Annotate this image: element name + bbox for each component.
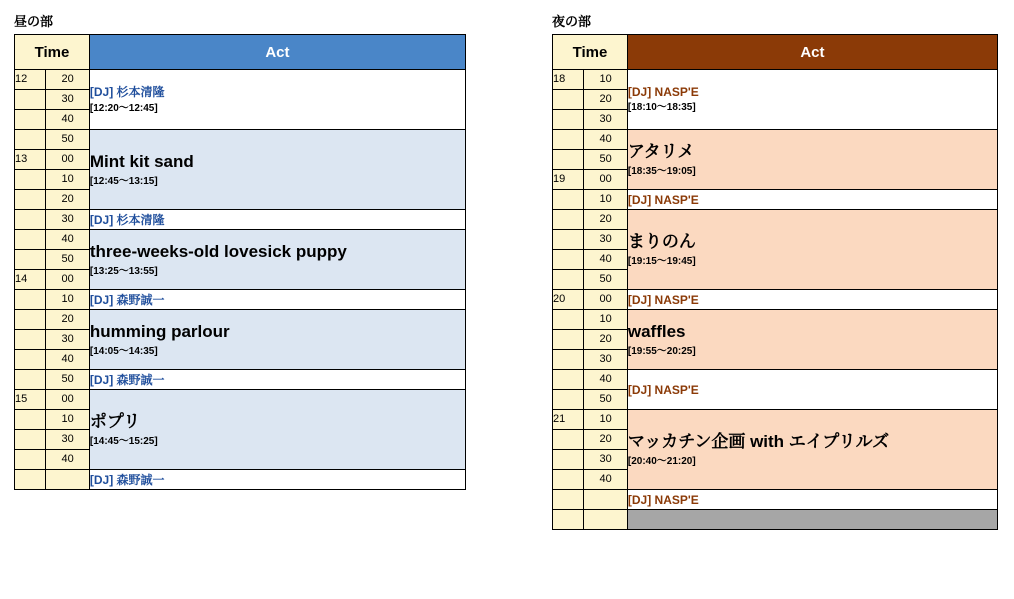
time-minute-cell: 30	[46, 430, 90, 450]
time-hour-cell	[553, 390, 584, 410]
time-hour-cell: 21	[553, 410, 584, 430]
table-row	[15, 370, 466, 390]
table-row	[15, 70, 466, 90]
time-hour-cell	[15, 210, 46, 230]
act-name: [DJ] 森野誠一	[89, 473, 165, 487]
act-name: [DJ] NASP'E	[627, 84, 699, 99]
table-row	[15, 390, 466, 410]
time-minute-cell: 10	[584, 70, 628, 90]
table-row	[553, 290, 998, 310]
time-minute-cell: 10	[584, 410, 628, 430]
table-row	[15, 470, 466, 490]
time-hour-cell	[553, 450, 584, 470]
act-dj-cell	[627, 490, 997, 510]
time-hour-cell: 19	[553, 170, 584, 190]
time-minute-cell: 20	[584, 430, 628, 450]
time-minute-cell	[584, 510, 628, 530]
act-name: ポプリ	[89, 411, 141, 431]
time-hour-cell: 15	[15, 390, 46, 410]
table-header-row	[553, 35, 998, 70]
time-hour-cell	[15, 190, 46, 210]
act-time: [18:10〜18:35]	[627, 101, 696, 113]
time-minute-cell: 20	[46, 70, 90, 90]
act-dj-cell	[627, 290, 997, 310]
act-name: [DJ] NASP'E	[627, 192, 699, 207]
time-hour-cell	[553, 470, 584, 490]
time-hour-cell	[15, 410, 46, 430]
act-time: [12:20〜12:45]	[89, 103, 158, 114]
time-hour-cell	[553, 210, 584, 230]
night-schedule-table	[552, 34, 998, 530]
time-hour-cell: 12	[15, 70, 46, 90]
time-minute-cell	[46, 470, 90, 490]
time-minute-cell: 20	[46, 310, 90, 330]
time-minute-cell: 30	[46, 210, 90, 230]
time-minute-cell: 50	[46, 130, 90, 150]
time-minute-cell: 20	[46, 190, 90, 210]
day-schedule-title: 昼の部	[14, 14, 54, 29]
time-minute-cell: 30	[584, 350, 628, 370]
time-minute-cell: 00	[46, 270, 90, 290]
act-dj-cell	[627, 70, 997, 130]
act-live-cell	[89, 230, 465, 290]
act-name: まりのん	[627, 231, 696, 251]
table-row	[553, 410, 998, 430]
day-schedule	[14, 14, 466, 490]
day-schedule-body	[15, 35, 466, 490]
time-minute-cell: 50	[584, 270, 628, 290]
time-hour-cell	[553, 370, 584, 390]
time-hour-cell	[15, 470, 46, 490]
time-minute-cell: 50	[584, 390, 628, 410]
time-minute-cell: 40	[584, 470, 628, 490]
time-minute-cell: 00	[584, 170, 628, 190]
act-name: [DJ] 森野誠一	[89, 293, 165, 307]
header-time: Time	[15, 35, 90, 70]
time-hour-cell	[553, 430, 584, 450]
time-minute-cell: 40	[46, 110, 90, 130]
time-minute-cell: 40	[46, 450, 90, 470]
time-hour-cell	[553, 250, 584, 270]
time-hour-cell: 14	[15, 270, 46, 290]
act-dj-cell	[89, 290, 465, 310]
time-minute-cell: 40	[584, 370, 628, 390]
act-live-cell	[89, 390, 465, 470]
time-minute-cell: 00	[584, 290, 628, 310]
time-minute-cell: 40	[584, 130, 628, 150]
time-minute-cell: 40	[46, 350, 90, 370]
time-minute-cell: 10	[46, 290, 90, 310]
act-name: [DJ] 森野誠一	[89, 373, 165, 387]
table-row	[15, 210, 466, 230]
time-minute-cell: 30	[584, 450, 628, 470]
act-time: [19:15〜19:45]	[627, 255, 696, 267]
time-hour-cell	[15, 230, 46, 250]
time-minute-cell	[584, 490, 628, 510]
act-name: [DJ] NASP'E	[627, 382, 699, 397]
time-hour-cell	[15, 350, 46, 370]
table-row	[15, 290, 466, 310]
time-minute-cell: 30	[584, 110, 628, 130]
header-act: Act	[627, 35, 997, 70]
act-time: [12:45〜13:15]	[89, 175, 158, 187]
table-row	[553, 70, 998, 90]
time-hour-cell	[15, 330, 46, 350]
table-header-row	[15, 35, 466, 70]
table-row	[15, 130, 466, 150]
time-minute-cell: 30	[46, 90, 90, 110]
act-time: [18:35〜19:05]	[627, 165, 696, 177]
act-dj-cell	[89, 370, 465, 390]
time-minute-cell: 10	[46, 170, 90, 190]
time-hour-cell	[15, 90, 46, 110]
time-minute-cell: 10	[584, 310, 628, 330]
act-time: [19:55〜20:25]	[627, 345, 696, 357]
time-minute-cell: 30	[46, 330, 90, 350]
time-hour-cell	[553, 130, 584, 150]
time-hour-cell	[553, 150, 584, 170]
time-hour-cell	[553, 190, 584, 210]
act-name: アタリメ	[627, 141, 695, 161]
time-hour-cell	[553, 90, 584, 110]
time-minute-cell: 20	[584, 210, 628, 230]
time-minute-cell: 10	[46, 410, 90, 430]
time-minute-cell: 50	[584, 150, 628, 170]
act-time: [14:45〜15:25]	[89, 435, 158, 447]
night-schedule	[552, 14, 998, 530]
night-schedule-body	[553, 35, 998, 530]
time-hour-cell	[553, 270, 584, 290]
act-name: waffles	[627, 321, 686, 341]
time-hour-cell	[15, 290, 46, 310]
time-hour-cell: 18	[553, 70, 584, 90]
act-live-cell	[627, 210, 997, 290]
time-hour-cell	[15, 430, 46, 450]
time-hour-cell	[15, 250, 46, 270]
time-hour-cell	[15, 370, 46, 390]
time-minute-cell: 50	[46, 250, 90, 270]
time-hour-cell: 20	[553, 290, 584, 310]
time-minute-cell: 20	[584, 330, 628, 350]
time-hour-cell	[15, 450, 46, 470]
act-name: [DJ] 杉本清隆	[89, 85, 165, 99]
time-minute-cell: 00	[46, 390, 90, 410]
table-row	[553, 190, 998, 210]
time-hour-cell	[15, 130, 46, 150]
act-live-cell	[627, 130, 997, 190]
act-dj-cell	[627, 370, 997, 410]
act-name: [DJ] 杉本清隆	[89, 213, 165, 227]
act-dj-cell	[89, 70, 465, 130]
act-name: Mint kit sand	[89, 151, 194, 171]
table-row	[15, 230, 466, 250]
act-name: three-weeks-old lovesick puppy	[89, 241, 347, 261]
table-row	[553, 130, 998, 150]
table-row	[553, 510, 998, 530]
time-hour-cell	[553, 110, 584, 130]
act-dj-cell	[627, 190, 997, 210]
act-live-cell	[89, 130, 465, 210]
act-name: マッカチン企画 with エイプリルズ	[627, 431, 890, 451]
time-minute-cell: 00	[46, 150, 90, 170]
table-row	[553, 210, 998, 230]
time-hour-cell	[553, 230, 584, 250]
act-name: [DJ] NASP'E	[627, 492, 699, 507]
time-minute-cell: 10	[584, 190, 628, 210]
time-hour-cell	[15, 170, 46, 190]
day-schedule-table	[14, 34, 466, 490]
time-hour-cell: 13	[15, 150, 46, 170]
time-minute-cell: 20	[584, 90, 628, 110]
time-minute-cell: 40	[584, 250, 628, 270]
table-row	[553, 490, 998, 510]
table-row	[15, 310, 466, 330]
header-act: Act	[89, 35, 465, 70]
time-hour-cell	[553, 310, 584, 330]
time-hour-cell	[553, 490, 584, 510]
act-time: [20:40〜21:20]	[627, 455, 696, 467]
time-hour-cell	[553, 350, 584, 370]
act-live-cell	[89, 310, 465, 370]
act-name: [DJ] NASP'E	[627, 292, 699, 307]
time-minute-cell: 40	[46, 230, 90, 250]
time-hour-cell	[553, 510, 584, 530]
act-dj-cell	[89, 210, 465, 230]
act-dj-cell	[89, 470, 465, 490]
time-hour-cell	[553, 330, 584, 350]
time-minute-cell: 50	[46, 370, 90, 390]
act-live-cell	[627, 410, 997, 490]
header-time: Time	[553, 35, 628, 70]
time-minute-cell: 30	[584, 230, 628, 250]
time-hour-cell	[15, 310, 46, 330]
act-time: [13:25〜13:55]	[89, 265, 158, 277]
night-schedule-title: 夜の部	[552, 14, 592, 29]
table-row	[553, 310, 998, 330]
act-end-cell	[627, 510, 997, 530]
time-hour-cell	[15, 110, 46, 130]
table-row	[553, 370, 998, 390]
act-live-cell	[627, 310, 997, 370]
act-name: humming parlour	[89, 321, 230, 341]
act-time: [14:05〜14:35]	[89, 345, 158, 357]
